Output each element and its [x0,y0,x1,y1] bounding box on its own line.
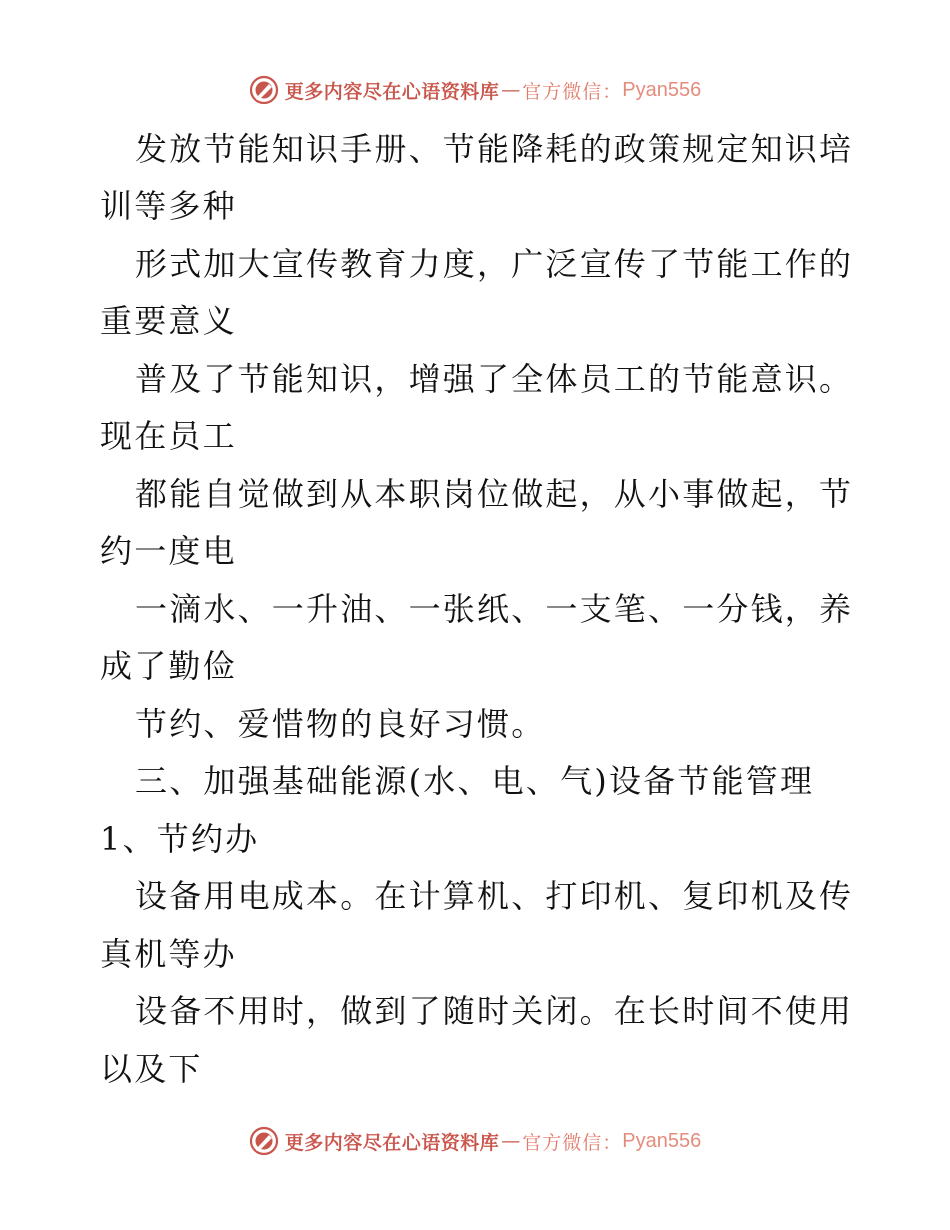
body-line: 形式加大宣传教育力度，广泛宣传了节能工作的 [135,245,854,283]
body-line: 以及下 [100,1050,203,1088]
body-line: 真机等办 [100,935,237,973]
body-line: 约一度电 [100,532,237,570]
body-line: 发放节能知识手册、节能降耗的政策规定知识培 [135,130,854,168]
footer-dash: — [501,1130,521,1152]
body-line: 成了勤俭 [100,647,237,685]
body-line: 普及了节能知识，增强了全体员工的节能意识。 [135,360,854,398]
header-wechat-id: Pyan556 [622,78,702,101]
header-wechat-label: 官方微信： [522,80,623,103]
body-line: 重要意义 [100,302,237,340]
body-line: 都能自觉做到从本职岗位做起，从小事做起，节 [135,475,854,513]
section-heading: 三、加强基础能源(水、电、气)设备节能管理 [135,762,815,800]
page-footer [0,1121,950,1161]
footer-wechat-label: 官方微信： [522,1131,623,1154]
footer-wechat-id: Pyan556 [622,1129,702,1152]
body-line: 设备用电成本。在计算机、打印机、复印机及传 [135,877,854,915]
footer-brand-text: 更多内容尽在心语资料库 [284,1131,500,1154]
header-dash: — [501,79,521,101]
body-line: 训等多种 [100,187,237,225]
page-header [0,70,950,110]
body-line: 设备不用时，做到了随时关闭。在长时间不使用 [135,992,854,1030]
body-line: 1、节约办 [100,820,260,858]
body-line: 一滴水、一升油、一张纸、一支笔、一分钱，养 [135,590,854,628]
pen-logo-icon [249,75,279,105]
body-line: 现在员工 [100,417,237,455]
pen-logo-icon [249,1126,279,1156]
header-brand-text: 更多内容尽在心语资料库 [284,80,500,103]
body-line: 节约、爱惜物的良好习惯。 [135,705,546,743]
